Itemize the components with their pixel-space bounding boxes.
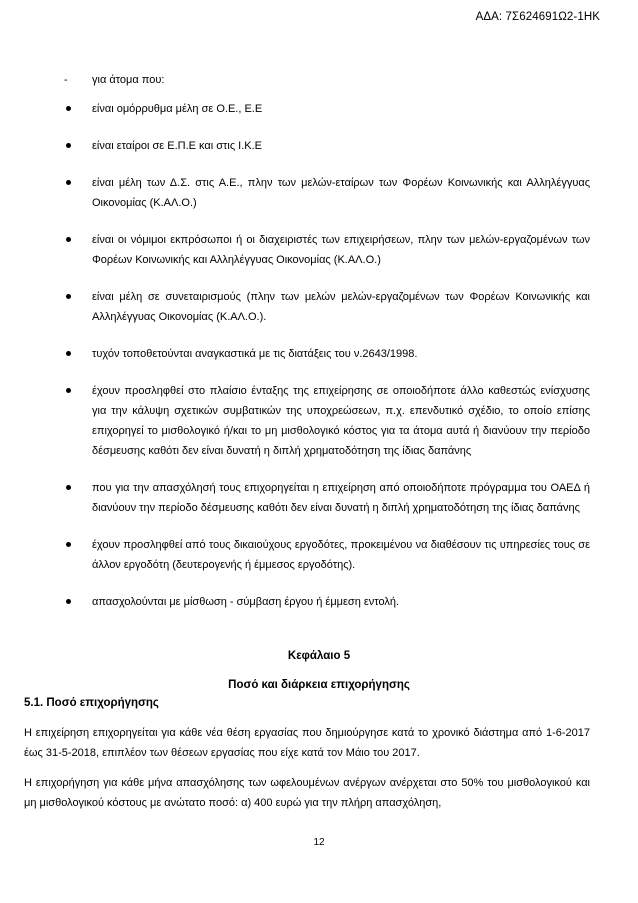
list-item: έχουν προσληφθεί από τους δικαιούχους εργοδότες, προκειμένου να διαθέσουν τις υπηρεσίες τους σε άλλον εργοδότη (δευτερογενής ή έμμεσος εργοδότης). [66,535,590,575]
bullet-icon [66,388,71,393]
bullet-icon [66,351,71,356]
bullet-icon [66,106,71,111]
intro-line [64,74,164,86]
list-item: έχουν προσληφθεί στο πλαίσιο ένταξης της επιχείρησης σε οποιοδήποτε άλλο καθεστώς ενίσχυσης για την κάλυψη σχετικών συμβατικών της υποχρεώσεων, π.χ. επενδυτικό σχέδιο, το οποίο επίσης επιχορηγεί το μισθολογικό ή/και το μη μισθολογικό κόστος για τα άτομα αυτά ή διανύουν την περίοδο δέσμευσης καθότι δεν είναι δυνατή η διπλή χρηματοδότηση της ίδιας δαπάνης [66,381,590,461]
intro-text: για άτομα που: [92,74,165,86]
bullet-icon [66,542,71,547]
chapter-title: Κεφάλαιο 5 [287,650,351,662]
bullet-icon [66,599,71,604]
list-item: είναι μέλη σε συνεταιρισμούς (πλην των μελών μελών-εργαζομένων των Φορέων Κοινωνικής και Αλληλέγγυας Οικονομίας (Κ.ΑΛ.Ο.). [66,287,590,327]
exclusion-list [66,99,590,629]
bullet-icon [66,485,71,490]
body-paragraph: Η επιχείρηση επιχορηγείται για κάθε νέα θέση εργασίας που δημιούργησε κατά το χρονικό διάστημα από 1-6-2017 έως 31-5-2018, επιπλέον των θέσεων εργασίας που είχε κατά τον Μάιο του 2017. [24,727,590,759]
page-number: 12 [313,837,325,848]
bullet-icon [66,237,71,242]
chapter-subtitle: Ποσό και διάρκεια επιχορήγησης [228,679,410,691]
list-item: είναι οι νόμιμοι εκπρόσωποι ή οι διαχειριστές των επιχειρήσεων, πλην των μελών-εργαζομένων των Φορέων Κοινωνικής και Αλληλέγγυας Οικονομίας (Κ.ΑΛ.Ο.) [66,230,590,270]
list-item: είναι ομόρρυθμα μέλη σε Ο.Ε., Ε.Ε [66,99,590,119]
bullet-icon [66,143,71,148]
intro-dash: - [64,74,68,86]
list-item: είναι μέλη των Δ.Σ. στις Α.Ε., πλην των μελών-εταίρων των Φορέων Κοινωνικής και Αλληλέγγυας Οικονομίας (Κ.ΑΛ.Ο.) [66,173,590,213]
document-ada-code: ΑΔΑ: 7Σ624691Ω2-1ΗΚ [475,11,600,23]
body-paragraph: Η επιχορήγηση για κάθε μήνα απασχόλησης των ωφελουμένων ανέργων ανέρχεται στο 50% του μισθολογικού και μη μισθολογικού κόστους με ανώτατο ποσό: α) 400 ευρώ για την πλήρη απασχόληση, [24,777,590,809]
section-heading: 5.1. Ποσό επιχορήγησης [24,697,159,709]
list-item: είναι εταίροι σε Ε.Π.Ε και στις Ι.Κ.Ε [66,136,590,156]
list-item: απασχολούνται με μίσθωση - σύμβαση έργου ή έμμεση εντολή. [66,592,590,612]
list-item: τυχόν τοποθετούνται αναγκαστικά με τις διατάξεις του ν.2643/1998. [66,344,590,364]
bullet-icon [66,294,71,299]
bullet-icon [66,180,71,185]
list-item: που για την απασχόλησή τους επιχορηγείται η επιχείρηση από οποιοδήποτε πρόγραμμα του ΟΑΕΔ ή διανύουν την περίοδο δέσμευσης καθότι δεν είναι δυνατή η διπλή χρηματοδότηση της ίδιας δαπάνης [66,478,590,518]
